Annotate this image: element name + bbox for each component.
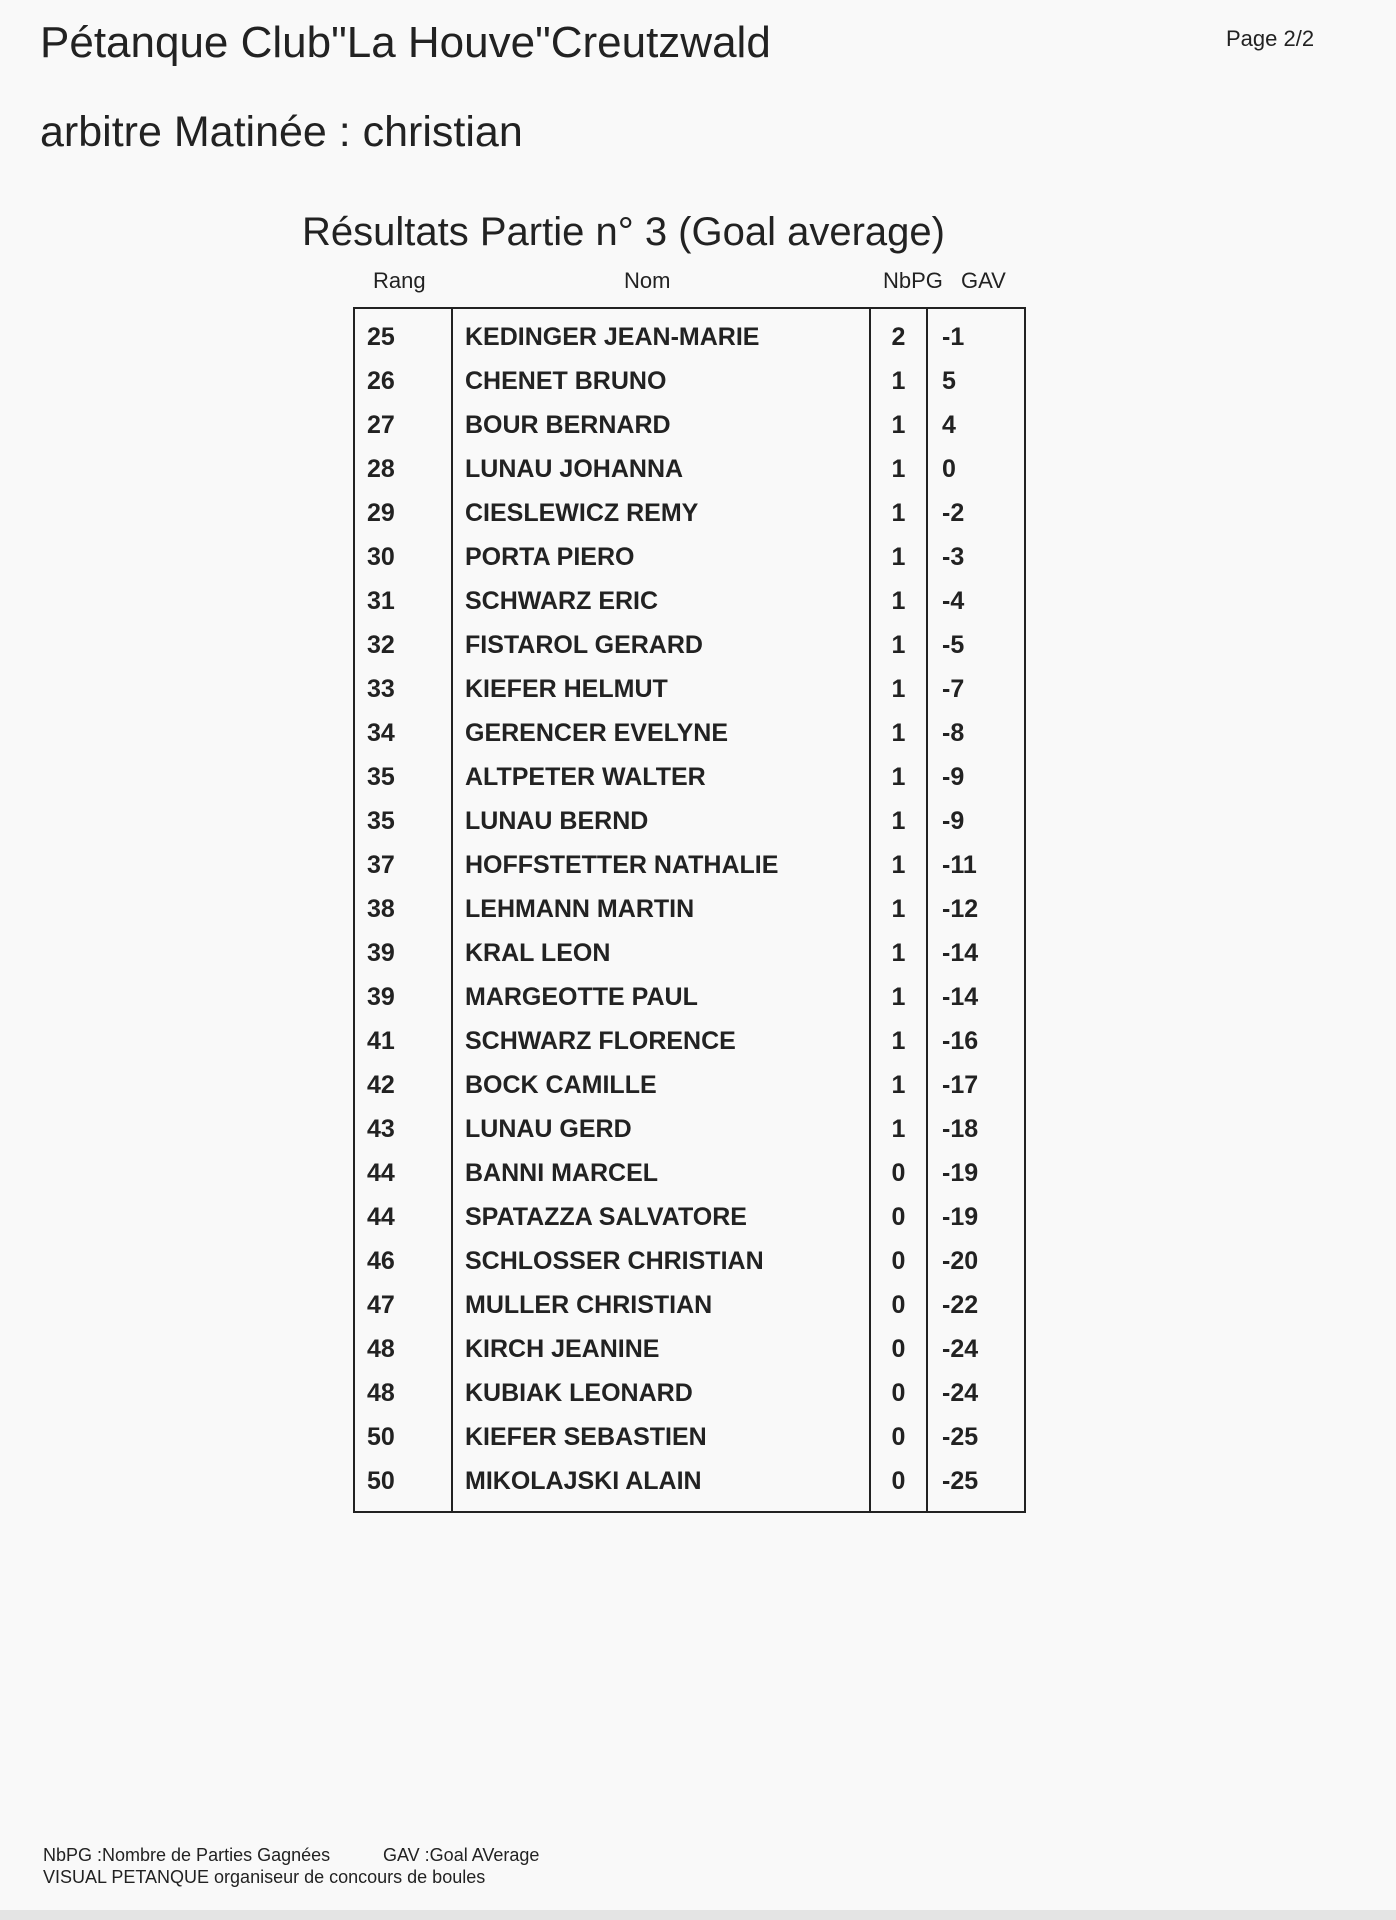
table-row — [354, 931, 1025, 975]
cell-rang: 44 — [354, 1195, 452, 1239]
results-table — [353, 307, 1026, 1513]
column-header-gav: GAV — [961, 268, 1006, 293]
cell-rang: 31 — [354, 579, 452, 623]
scan-edge — [0, 1910, 1396, 1920]
cell-nom: LUNAU JOHANNA — [452, 447, 870, 491]
column-header-nbpg: NbPG — [883, 268, 943, 293]
cell-rang: 25 — [354, 308, 452, 359]
cell-rang: 34 — [354, 711, 452, 755]
referee-line: arbitre Matinée : christian — [40, 108, 523, 156]
table-row — [354, 843, 1025, 887]
cell-nom: ALTPETER WALTER — [452, 755, 870, 799]
cell-nom: KRAL LEON — [452, 931, 870, 975]
table-row — [354, 1019, 1025, 1063]
footer-gav-legend: GAV :Goal AVerage — [383, 1845, 540, 1865]
cell-nbpg: 1 — [870, 359, 927, 403]
cell-gav: -9 — [927, 755, 1025, 799]
cell-rang: 35 — [354, 799, 452, 843]
table-row — [354, 447, 1025, 491]
column-header-nom: Nom — [624, 268, 671, 293]
cell-rang: 26 — [354, 359, 452, 403]
cell-nom: BANNI MARCEL — [452, 1151, 870, 1195]
cell-nbpg: 1 — [870, 711, 927, 755]
cell-nom: SPATAZZA SALVATORE — [452, 1195, 870, 1239]
cell-gav: -14 — [927, 931, 1025, 975]
cell-nom: CHENET BRUNO — [452, 359, 870, 403]
cell-nbpg: 1 — [870, 535, 927, 579]
cell-nbpg: 1 — [870, 1063, 927, 1107]
cell-nbpg: 1 — [870, 667, 927, 711]
cell-rang: 48 — [354, 1371, 452, 1415]
cell-nom: KIEFER SEBASTIEN — [452, 1415, 870, 1459]
cell-nom: KIRCH JEANINE — [452, 1327, 870, 1371]
table-row — [354, 403, 1025, 447]
cell-nom: LEHMANN MARTIN — [452, 887, 870, 931]
cell-rang: 48 — [354, 1327, 452, 1371]
table-row — [354, 1327, 1025, 1371]
table-row — [354, 359, 1025, 403]
cell-nom: SCHWARZ ERIC — [452, 579, 870, 623]
cell-nbpg: 1 — [870, 1019, 927, 1063]
cell-nom: LUNAU GERD — [452, 1107, 870, 1151]
cell-rang: 30 — [354, 535, 452, 579]
table-row — [354, 579, 1025, 623]
cell-nom: MARGEOTTE PAUL — [452, 975, 870, 1019]
cell-nom: MULLER CHRISTIAN — [452, 1283, 870, 1327]
cell-gav: 0 — [927, 447, 1025, 491]
cell-gav: 4 — [927, 403, 1025, 447]
cell-rang: 42 — [354, 1063, 452, 1107]
table-row — [354, 1459, 1025, 1512]
cell-nom: BOCK CAMILLE — [452, 1063, 870, 1107]
cell-nbpg: 1 — [870, 447, 927, 491]
cell-nbpg: 1 — [870, 1107, 927, 1151]
cell-nom: CIESLEWICZ REMY — [452, 491, 870, 535]
cell-rang: 39 — [354, 975, 452, 1019]
cell-nom: LUNAU BERND — [452, 799, 870, 843]
table-row — [354, 755, 1025, 799]
cell-rang: 39 — [354, 931, 452, 975]
cell-gav: -25 — [927, 1415, 1025, 1459]
table-row — [354, 491, 1025, 535]
cell-nbpg: 0 — [870, 1415, 927, 1459]
table-row — [354, 535, 1025, 579]
cell-gav: -14 — [927, 975, 1025, 1019]
cell-nom: HOFFSTETTER NATHALIE — [452, 843, 870, 887]
cell-nbpg: 2 — [870, 308, 927, 359]
cell-rang: 27 — [354, 403, 452, 447]
cell-nbpg: 1 — [870, 491, 927, 535]
table-row — [354, 1151, 1025, 1195]
cell-gav: -9 — [927, 799, 1025, 843]
cell-rang: 43 — [354, 1107, 452, 1151]
cell-nbpg: 0 — [870, 1283, 927, 1327]
cell-nom: SCHLOSSER CHRISTIAN — [452, 1239, 870, 1283]
cell-gav: -19 — [927, 1195, 1025, 1239]
cell-rang: 33 — [354, 667, 452, 711]
cell-nom: KEDINGER JEAN-MARIE — [452, 308, 870, 359]
cell-gav: -8 — [927, 711, 1025, 755]
cell-rang: 44 — [354, 1151, 452, 1195]
cell-nom: KUBIAK LEONARD — [452, 1371, 870, 1415]
cell-gav: -7 — [927, 667, 1025, 711]
cell-nbpg: 0 — [870, 1459, 927, 1512]
cell-gav: -18 — [927, 1107, 1025, 1151]
cell-gav: -12 — [927, 887, 1025, 931]
cell-nbpg: 1 — [870, 799, 927, 843]
table-row — [354, 1415, 1025, 1459]
cell-rang: 50 — [354, 1415, 452, 1459]
footer-credit: VISUAL PETANQUE organiseur de concours de boules — [43, 1867, 486, 1887]
cell-nbpg: 1 — [870, 755, 927, 799]
table-row — [354, 975, 1025, 1019]
page-number: Page 2/2 — [1226, 26, 1315, 51]
cell-nbpg: 0 — [870, 1195, 927, 1239]
club-title: Pétanque Club"La Houve"Creutzwald — [40, 18, 771, 67]
footer-nbpg-legend: NbPG :Nombre de Parties Gagnées — [43, 1845, 331, 1865]
table-row — [354, 1195, 1025, 1239]
cell-gav: -4 — [927, 579, 1025, 623]
table-row — [354, 887, 1025, 931]
cell-gav: -25 — [927, 1459, 1025, 1512]
cell-gav: -1 — [927, 308, 1025, 359]
cell-rang: 41 — [354, 1019, 452, 1063]
cell-nbpg: 1 — [870, 403, 927, 447]
table-row — [354, 711, 1025, 755]
cell-rang: 32 — [354, 623, 452, 667]
table-row — [354, 308, 1025, 359]
cell-rang: 37 — [354, 843, 452, 887]
table-row — [354, 1371, 1025, 1415]
table-row — [354, 667, 1025, 711]
cell-rang: 29 — [354, 491, 452, 535]
cell-nbpg: 0 — [870, 1151, 927, 1195]
cell-nbpg: 1 — [870, 843, 927, 887]
cell-gav: -24 — [927, 1327, 1025, 1371]
cell-gav: -24 — [927, 1371, 1025, 1415]
cell-gav: -16 — [927, 1019, 1025, 1063]
cell-rang: 47 — [354, 1283, 452, 1327]
table-row — [354, 1063, 1025, 1107]
cell-gav: -19 — [927, 1151, 1025, 1195]
cell-gav: -17 — [927, 1063, 1025, 1107]
cell-nom: MIKOLAJSKI ALAIN — [452, 1459, 870, 1512]
cell-nom: KIEFER HELMUT — [452, 667, 870, 711]
cell-nbpg: 0 — [870, 1327, 927, 1371]
cell-gav: -3 — [927, 535, 1025, 579]
cell-nbpg: 0 — [870, 1239, 927, 1283]
cell-nom: FISTAROL GERARD — [452, 623, 870, 667]
cell-gav: 5 — [927, 359, 1025, 403]
table-row — [354, 623, 1025, 667]
cell-nom: PORTA PIERO — [452, 535, 870, 579]
cell-nom: BOUR BERNARD — [452, 403, 870, 447]
table-row — [354, 1107, 1025, 1151]
cell-nbpg: 1 — [870, 887, 927, 931]
table-row — [354, 1283, 1025, 1327]
cell-gav: -2 — [927, 491, 1025, 535]
cell-rang: 38 — [354, 887, 452, 931]
cell-nom: GERENCER EVELYNE — [452, 711, 870, 755]
table-row — [354, 799, 1025, 843]
cell-rang: 50 — [354, 1459, 452, 1512]
results-title: Résultats Partie n° 3 (Goal average) — [302, 210, 945, 254]
cell-rang: 46 — [354, 1239, 452, 1283]
cell-gav: -5 — [927, 623, 1025, 667]
cell-nbpg: 1 — [870, 931, 927, 975]
cell-nbpg: 1 — [870, 623, 927, 667]
table-row — [354, 1239, 1025, 1283]
cell-nbpg: 1 — [870, 579, 927, 623]
column-header-rang: Rang — [373, 268, 426, 293]
cell-rang: 28 — [354, 447, 452, 491]
cell-rang: 35 — [354, 755, 452, 799]
cell-gav: -20 — [927, 1239, 1025, 1283]
cell-nom: SCHWARZ FLORENCE — [452, 1019, 870, 1063]
cell-gav: -11 — [927, 843, 1025, 887]
cell-nbpg: 1 — [870, 975, 927, 1019]
cell-gav: -22 — [927, 1283, 1025, 1327]
cell-nbpg: 0 — [870, 1371, 927, 1415]
